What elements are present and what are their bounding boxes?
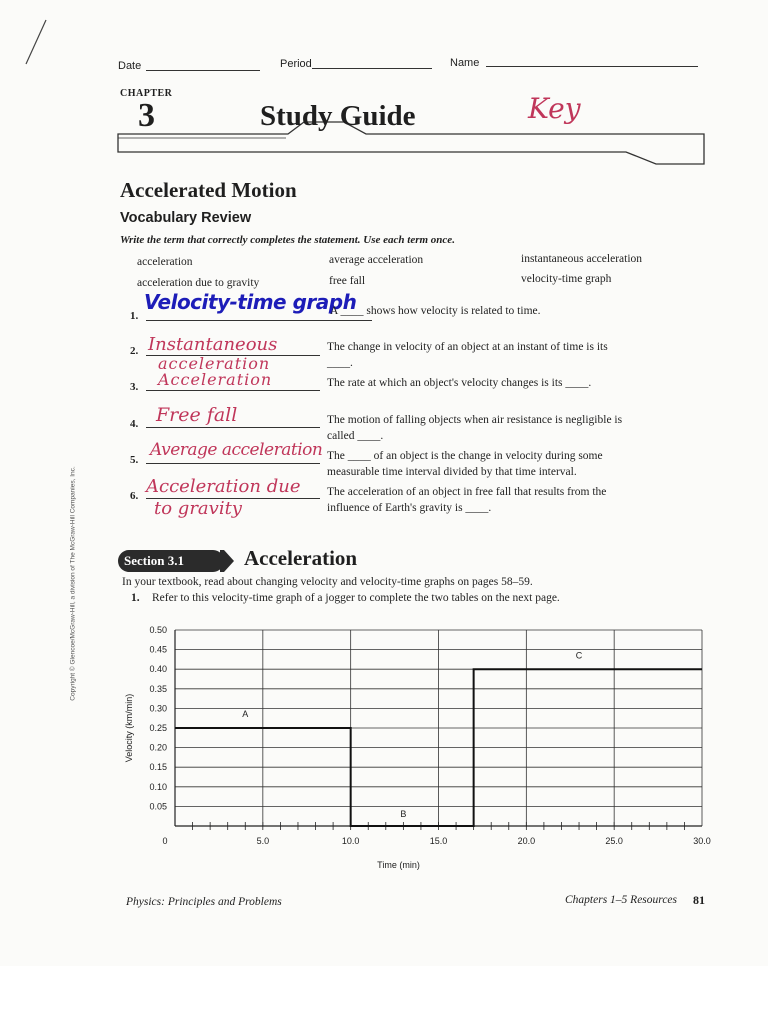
answer-line [146, 463, 320, 464]
y-tick-label: 0.40 [149, 664, 167, 675]
section-badge-label: Section 3.1 [124, 553, 184, 568]
name-label: Name [450, 57, 480, 69]
y-tick-label: 0.15 [149, 762, 167, 773]
key-note: Key [528, 92, 581, 125]
vocab-item-number: 6. [130, 490, 139, 502]
vocab-item-number: 2. [130, 345, 139, 357]
vocab-item-number: 1. [130, 310, 139, 322]
x-tick-label: 25.0 [605, 836, 623, 846]
pencil-mark [20, 18, 50, 68]
vocab-instructions: Write the term that correctly completes the statement. Use each term once. [120, 234, 455, 246]
x-tick-label: 15.0 [429, 836, 448, 846]
y-tick-label: 0.20 [149, 742, 167, 753]
vocab-statement: The acceleration of an object in free fall that results from the [327, 486, 607, 498]
y-tick-label: 0.05 [149, 801, 167, 812]
name-line [486, 66, 698, 67]
vocab-item-number: 4. [130, 418, 139, 430]
section-badge-arrow [220, 550, 236, 572]
segment-label: A [242, 709, 249, 720]
y-tick-label: 0.50 [149, 625, 167, 635]
segment-label: C [575, 650, 583, 661]
date-label: Date [118, 60, 142, 72]
vocab-statement: measurable time interval divided by that time interval. [327, 466, 577, 478]
vocab-answer-continued: acceleration [158, 354, 271, 373]
section-title: Acceleration [244, 546, 358, 570]
footer-book-title: Physics: Principles and Problems [126, 896, 282, 908]
lesson-title: Accelerated Motion [120, 178, 297, 202]
period-line [312, 68, 432, 69]
vocab-answer: Acceleration [158, 370, 273, 389]
y-axis-label: Velocity (km/min) [124, 693, 134, 763]
section-intro: In your textbook, read about changing velocity and velocity-time graphs on pages 58–59. [122, 576, 533, 588]
x-tick-label: 30.0 [693, 836, 711, 846]
vocab-answer: Average acceleration [150, 440, 323, 460]
period-label: Period [280, 58, 312, 70]
vocab-answer-continued: to gravity [154, 498, 242, 519]
vocab-statement: The ____ of an object is the change in velocity during some [327, 450, 603, 462]
x-tick-label: 20.0 [517, 836, 536, 846]
page-number: 81 [693, 893, 705, 907]
study-guide-title: Study Guide [260, 100, 416, 132]
term-bank-item: instantaneous acceleration [521, 253, 643, 265]
answer-line [146, 390, 320, 391]
vocab-statement: The motion of falling objects when air resistance is negligible is [327, 414, 623, 426]
vocab-statement: The rate at which an object's velocity changes is its ____. [327, 377, 592, 389]
term-bank-item: acceleration [137, 256, 193, 268]
vocab-heading: Vocabulary Review [120, 210, 252, 226]
term-bank-item: acceleration due to gravity [137, 277, 260, 289]
vocab-answer: Acceleration due [146, 476, 301, 497]
question-text: Refer to this velocity-time graph of a jogger to complete the two tables on the next page. [152, 592, 560, 604]
vocab-statement: A ____ shows how velocity is related to time. [330, 305, 541, 317]
chapter-label: CHAPTER [120, 88, 173, 99]
vocab-statement: influence of Earth's gravity is ____. [327, 502, 492, 514]
vocab-item-number: 5. [130, 454, 139, 466]
y-tick-label: 0.30 [149, 703, 167, 714]
x-tick-label: 10.0 [341, 836, 360, 846]
answer-line [146, 320, 372, 321]
vocab-statement: called ____. [327, 430, 384, 442]
footer-resources: Chapters 1–5 Resources [565, 894, 678, 906]
vocab-item-number: 3. [130, 381, 139, 393]
y-tick-label: 0.35 [149, 683, 167, 694]
term-bank-item: average acceleration [329, 254, 424, 266]
copyright-notice: Copyright © Glencoe/McGraw-Hill, a division of The McGraw-Hill Companies, Inc. [69, 466, 77, 701]
vocab-answer: Free fall [156, 404, 238, 426]
date-line [146, 70, 260, 71]
vocab-statement: The change in velocity of an object at an instant of time is its [327, 341, 608, 353]
x-tick-label: 0 [162, 836, 168, 846]
segment-label: B [400, 809, 407, 820]
term-bank-item: velocity-time graph [521, 273, 612, 285]
x-axis-label: Time (min) [377, 860, 420, 870]
vocab-answer: Velocity-time graph [144, 290, 357, 314]
answer-line [146, 427, 320, 428]
y-tick-label: 0.10 [149, 781, 167, 792]
vocab-answer: Instantaneous [148, 334, 278, 355]
velocity-time-graph [110, 618, 720, 878]
y-tick-label: 0.45 [149, 644, 167, 655]
chapter-number: 3 [138, 97, 155, 134]
vocab-statement: ____. [327, 357, 353, 369]
x-tick-label: 5.0 [256, 836, 270, 846]
term-bank-item: free fall [329, 275, 366, 287]
y-tick-label: 0.25 [149, 723, 167, 733]
question-number: 1. [131, 592, 140, 604]
